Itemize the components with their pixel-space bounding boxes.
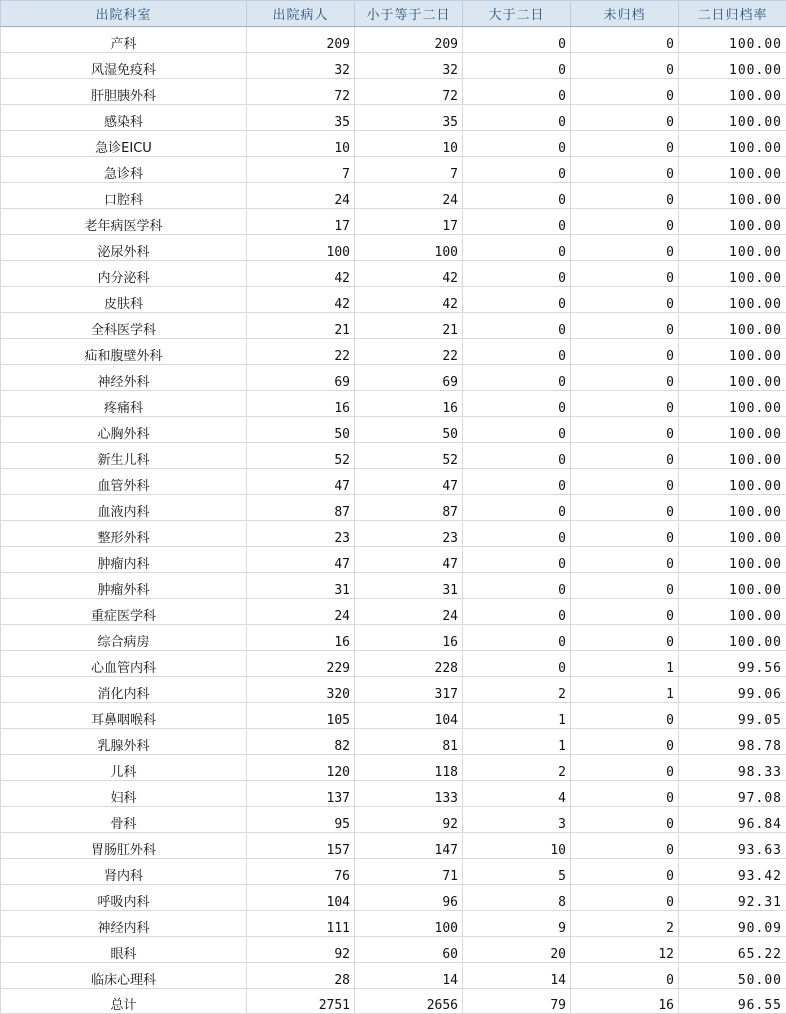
cell-over-two-days: 1: [463, 729, 571, 755]
cell-unarchived: 0: [571, 521, 679, 547]
cell-unarchived: 0: [571, 157, 679, 183]
cell-over-two-days: 5: [463, 859, 571, 885]
cell-over-two-days: 0: [463, 53, 571, 79]
cell-unarchived: 0: [571, 339, 679, 365]
cell-unarchived: 0: [571, 443, 679, 469]
cell-over-two-days: 0: [463, 443, 571, 469]
cell-discharged: 72: [247, 79, 355, 105]
header-department[interactable]: 出院科室: [1, 1, 247, 27]
cell-discharged: 120: [247, 755, 355, 781]
cell-within-two-days: 32: [355, 53, 463, 79]
table-row: [1, 79, 786, 105]
cell-within-two-days: 209: [355, 27, 463, 53]
cell-within-two-days: 35: [355, 105, 463, 131]
cell-unarchived: 0: [571, 131, 679, 157]
cell-discharged: 105: [247, 703, 355, 729]
cell-discharged: 47: [247, 469, 355, 495]
cell-within-two-days: 52: [355, 443, 463, 469]
cell-discharged: 87: [247, 495, 355, 521]
header-two-day-rate[interactable]: 二日归档率: [679, 1, 786, 27]
cell-department: 胃肠肛外科: [1, 833, 247, 859]
cell-unarchived: 0: [571, 807, 679, 833]
cell-discharged: 42: [247, 261, 355, 287]
cell-unarchived: 0: [571, 27, 679, 53]
cell-department: 神经内科: [1, 911, 247, 937]
cell-department: 血液内科: [1, 495, 247, 521]
table-row: [1, 495, 786, 521]
cell-over-two-days: 0: [463, 651, 571, 677]
cell-over-two-days: 0: [463, 105, 571, 131]
cell-discharged: 92: [247, 937, 355, 963]
cell-over-two-days: 0: [463, 599, 571, 625]
cell-unarchived: 0: [571, 729, 679, 755]
cell-unarchived: 0: [571, 287, 679, 313]
cell-two-day-rate: 100.00: [679, 105, 786, 131]
cell-unarchived: 0: [571, 547, 679, 573]
table-row: [1, 755, 786, 781]
cell-within-two-days: 72: [355, 79, 463, 105]
cell-within-two-days: 228: [355, 651, 463, 677]
cell-department: 耳鼻咽喉科: [1, 703, 247, 729]
table-row: [1, 833, 786, 859]
cell-over-two-days: 79: [463, 989, 571, 1014]
cell-within-two-days: 24: [355, 183, 463, 209]
cell-unarchived: 0: [571, 391, 679, 417]
cell-within-two-days: 16: [355, 391, 463, 417]
cell-within-two-days: 22: [355, 339, 463, 365]
cell-department: 神经外科: [1, 365, 247, 391]
cell-within-two-days: 7: [355, 157, 463, 183]
cell-department: 血管外科: [1, 469, 247, 495]
cell-discharged: 104: [247, 885, 355, 911]
table-row: [1, 807, 786, 833]
cell-discharged: 16: [247, 625, 355, 651]
cell-department: 疝和腹壁外科: [1, 339, 247, 365]
cell-department: 乳腺外科: [1, 729, 247, 755]
cell-two-day-rate: 92.31: [679, 885, 786, 911]
cell-unarchived: 0: [571, 53, 679, 79]
cell-over-two-days: 0: [463, 27, 571, 53]
cell-two-day-rate: 100.00: [679, 339, 786, 365]
cell-over-two-days: 0: [463, 235, 571, 261]
cell-department: 整形外科: [1, 521, 247, 547]
cell-unarchived: 0: [571, 313, 679, 339]
cell-two-day-rate: 100.00: [679, 521, 786, 547]
cell-department: 重症医学科: [1, 599, 247, 625]
table-row: [1, 469, 786, 495]
cell-unarchived: 0: [571, 261, 679, 287]
cell-department: 老年病医学科: [1, 209, 247, 235]
table-row: [1, 365, 786, 391]
cell-discharged: 2751: [247, 989, 355, 1014]
table-row: [1, 313, 786, 339]
cell-department: 全科医学科: [1, 313, 247, 339]
cell-department: 临床心理科: [1, 963, 247, 989]
table-row: [1, 53, 786, 79]
cell-two-day-rate: 100.00: [679, 183, 786, 209]
table-row: [1, 625, 786, 651]
cell-unarchived: 0: [571, 235, 679, 261]
cell-discharged: 52: [247, 443, 355, 469]
cell-within-two-days: 42: [355, 261, 463, 287]
cell-two-day-rate: 100.00: [679, 261, 786, 287]
table-row: [1, 391, 786, 417]
cell-two-day-rate: 99.05: [679, 703, 786, 729]
cell-department: 感染科: [1, 105, 247, 131]
cell-discharged: 137: [247, 781, 355, 807]
table-header: [1, 1, 786, 27]
table-row: [1, 729, 786, 755]
cell-within-two-days: 42: [355, 287, 463, 313]
cell-department: 儿科: [1, 755, 247, 781]
cell-department: 口腔科: [1, 183, 247, 209]
table-row: [1, 27, 786, 53]
header-within-two-days[interactable]: 小于等于二日: [355, 1, 463, 27]
cell-over-two-days: 2: [463, 755, 571, 781]
cell-within-two-days: 50: [355, 417, 463, 443]
cell-department: 心血管内科: [1, 651, 247, 677]
cell-within-two-days: 14: [355, 963, 463, 989]
cell-unarchived: 0: [571, 495, 679, 521]
cell-over-two-days: 0: [463, 547, 571, 573]
cell-over-two-days: 0: [463, 521, 571, 547]
cell-unarchived: 0: [571, 469, 679, 495]
cell-over-two-days: 0: [463, 365, 571, 391]
cell-within-two-days: 17: [355, 209, 463, 235]
cell-two-day-rate: 100.00: [679, 599, 786, 625]
cell-two-day-rate: 90.09: [679, 911, 786, 937]
cell-within-two-days: 47: [355, 469, 463, 495]
cell-discharged: 7: [247, 157, 355, 183]
cell-within-two-days: 47: [355, 547, 463, 573]
cell-two-day-rate: 100.00: [679, 79, 786, 105]
cell-over-two-days: 4: [463, 781, 571, 807]
cell-within-two-days: 100: [355, 235, 463, 261]
cell-over-two-days: 0: [463, 261, 571, 287]
cell-unarchived: 0: [571, 833, 679, 859]
table-row: [1, 651, 786, 677]
cell-within-two-days: 69: [355, 365, 463, 391]
table-row: [1, 703, 786, 729]
total-row: [1, 989, 786, 1014]
table-body: [1, 27, 786, 1014]
cell-department: 内分泌科: [1, 261, 247, 287]
table-row: [1, 677, 786, 703]
cell-discharged: 69: [247, 365, 355, 391]
cell-discharged: 76: [247, 859, 355, 885]
cell-two-day-rate: 100.00: [679, 235, 786, 261]
cell-department: 妇科: [1, 781, 247, 807]
table-row: [1, 417, 786, 443]
cell-two-day-rate: 96.84: [679, 807, 786, 833]
cell-department: 产科: [1, 27, 247, 53]
cell-over-two-days: 0: [463, 339, 571, 365]
header-unarchived[interactable]: 未归档: [571, 1, 679, 27]
cell-over-two-days: 0: [463, 495, 571, 521]
table-row: [1, 157, 786, 183]
cell-department: 骨科: [1, 807, 247, 833]
cell-two-day-rate: 100.00: [679, 573, 786, 599]
table-row: [1, 573, 786, 599]
cell-within-two-days: 92: [355, 807, 463, 833]
cell-unarchived: 16: [571, 989, 679, 1014]
cell-over-two-days: 2: [463, 677, 571, 703]
table-row: [1, 911, 786, 937]
table-row: [1, 261, 786, 287]
cell-two-day-rate: 100.00: [679, 495, 786, 521]
header-discharged[interactable]: 出院病人: [247, 1, 355, 27]
cell-department: 肿瘤外科: [1, 573, 247, 599]
cell-two-day-rate: 100.00: [679, 625, 786, 651]
cell-over-two-days: 14: [463, 963, 571, 989]
cell-two-day-rate: 93.42: [679, 859, 786, 885]
cell-two-day-rate: 100.00: [679, 209, 786, 235]
cell-within-two-days: 317: [355, 677, 463, 703]
cell-discharged: 24: [247, 599, 355, 625]
cell-discharged: 111: [247, 911, 355, 937]
cell-unarchived: 0: [571, 105, 679, 131]
cell-discharged: 47: [247, 547, 355, 573]
cell-unarchived: 2: [571, 911, 679, 937]
cell-over-two-days: 0: [463, 79, 571, 105]
cell-discharged: 10: [247, 131, 355, 157]
cell-discharged: 229: [247, 651, 355, 677]
cell-within-two-days: 71: [355, 859, 463, 885]
cell-discharged: 32: [247, 53, 355, 79]
cell-over-two-days: 0: [463, 417, 571, 443]
cell-within-two-days: 23: [355, 521, 463, 547]
cell-within-two-days: 96: [355, 885, 463, 911]
table-row: [1, 885, 786, 911]
cell-department: 呼吸内科: [1, 885, 247, 911]
cell-two-day-rate: 100.00: [679, 547, 786, 573]
table-row: [1, 599, 786, 625]
table-row: [1, 131, 786, 157]
cell-over-two-days: 8: [463, 885, 571, 911]
cell-discharged: 100: [247, 235, 355, 261]
cell-department: 急诊EICU: [1, 131, 247, 157]
cell-two-day-rate: 100.00: [679, 27, 786, 53]
table-row: [1, 105, 786, 131]
cell-two-day-rate: 99.06: [679, 677, 786, 703]
cell-discharged: 82: [247, 729, 355, 755]
cell-discharged: 24: [247, 183, 355, 209]
cell-over-two-days: 0: [463, 625, 571, 651]
cell-over-two-days: 9: [463, 911, 571, 937]
cell-department: 肝胆胰外科: [1, 79, 247, 105]
cell-department: 肿瘤内科: [1, 547, 247, 573]
header-over-two-days[interactable]: 大于二日: [463, 1, 571, 27]
cell-over-two-days: 0: [463, 391, 571, 417]
cell-discharged: 21: [247, 313, 355, 339]
cell-two-day-rate: 97.08: [679, 781, 786, 807]
header-row: [1, 1, 786, 27]
cell-over-two-days: 20: [463, 937, 571, 963]
cell-department: 总计: [1, 989, 247, 1014]
cell-unarchived: 0: [571, 209, 679, 235]
cell-two-day-rate: 93.63: [679, 833, 786, 859]
cell-unarchived: 0: [571, 365, 679, 391]
table-row: [1, 859, 786, 885]
cell-within-two-days: 87: [355, 495, 463, 521]
cell-two-day-rate: 65.22: [679, 937, 786, 963]
cell-within-two-days: 10: [355, 131, 463, 157]
cell-discharged: 157: [247, 833, 355, 859]
cell-over-two-days: 0: [463, 157, 571, 183]
cell-discharged: 16: [247, 391, 355, 417]
cell-department: 心胸外科: [1, 417, 247, 443]
cell-within-two-days: 147: [355, 833, 463, 859]
cell-over-two-days: 0: [463, 287, 571, 313]
cell-two-day-rate: 100.00: [679, 313, 786, 339]
cell-unarchived: 1: [571, 651, 679, 677]
cell-two-day-rate: 100.00: [679, 417, 786, 443]
cell-discharged: 35: [247, 105, 355, 131]
cell-within-two-days: 104: [355, 703, 463, 729]
cell-unarchived: 1: [571, 677, 679, 703]
table-row: [1, 963, 786, 989]
cell-over-two-days: 0: [463, 131, 571, 157]
cell-within-two-days: 133: [355, 781, 463, 807]
cell-unarchived: 0: [571, 781, 679, 807]
cell-two-day-rate: 100.00: [679, 391, 786, 417]
cell-two-day-rate: 100.00: [679, 469, 786, 495]
cell-within-two-days: 16: [355, 625, 463, 651]
table-row: [1, 443, 786, 469]
cell-unarchived: 0: [571, 885, 679, 911]
cell-department: 眼科: [1, 937, 247, 963]
cell-two-day-rate: 100.00: [679, 131, 786, 157]
cell-within-two-days: 31: [355, 573, 463, 599]
table-row: [1, 521, 786, 547]
table-row: [1, 209, 786, 235]
cell-two-day-rate: 50.00: [679, 963, 786, 989]
cell-over-two-days: 0: [463, 573, 571, 599]
cell-department: 风湿免疫科: [1, 53, 247, 79]
cell-over-two-days: 0: [463, 469, 571, 495]
cell-department: 皮肤科: [1, 287, 247, 313]
table-row: [1, 339, 786, 365]
table-row: [1, 235, 786, 261]
table-row: [1, 547, 786, 573]
cell-unarchived: 0: [571, 599, 679, 625]
cell-discharged: 31: [247, 573, 355, 599]
cell-discharged: 320: [247, 677, 355, 703]
cell-unarchived: 0: [571, 417, 679, 443]
cell-discharged: 23: [247, 521, 355, 547]
cell-department: 疼痛科: [1, 391, 247, 417]
cell-two-day-rate: 100.00: [679, 53, 786, 79]
cell-two-day-rate: 100.00: [679, 443, 786, 469]
cell-unarchived: 0: [571, 183, 679, 209]
cell-two-day-rate: 98.33: [679, 755, 786, 781]
cell-two-day-rate: 100.00: [679, 157, 786, 183]
cell-department: 泌尿外科: [1, 235, 247, 261]
cell-within-two-days: 60: [355, 937, 463, 963]
table-row: [1, 183, 786, 209]
cell-within-two-days: 21: [355, 313, 463, 339]
cell-discharged: 95: [247, 807, 355, 833]
cell-two-day-rate: 98.78: [679, 729, 786, 755]
cell-department: 消化内科: [1, 677, 247, 703]
cell-within-two-days: 100: [355, 911, 463, 937]
cell-discharged: 17: [247, 209, 355, 235]
cell-two-day-rate: 100.00: [679, 365, 786, 391]
cell-discharged: 28: [247, 963, 355, 989]
cell-two-day-rate: 100.00: [679, 287, 786, 313]
cell-department: 急诊科: [1, 157, 247, 183]
cell-discharged: 22: [247, 339, 355, 365]
cell-department: 综合病房: [1, 625, 247, 651]
cell-department: 新生儿科: [1, 443, 247, 469]
cell-unarchived: 0: [571, 963, 679, 989]
table-row: [1, 937, 786, 963]
cell-over-two-days: 1: [463, 703, 571, 729]
cell-within-two-days: 81: [355, 729, 463, 755]
cell-over-two-days: 0: [463, 209, 571, 235]
cell-unarchived: 0: [571, 755, 679, 781]
table-row: [1, 781, 786, 807]
cell-discharged: 209: [247, 27, 355, 53]
cell-unarchived: 12: [571, 937, 679, 963]
cell-unarchived: 0: [571, 859, 679, 885]
cell-unarchived: 0: [571, 79, 679, 105]
cell-two-day-rate: 96.55: [679, 989, 786, 1014]
cell-over-two-days: 0: [463, 313, 571, 339]
cell-two-day-rate: 99.56: [679, 651, 786, 677]
cell-discharged: 50: [247, 417, 355, 443]
cell-over-two-days: 3: [463, 807, 571, 833]
cell-department: 肾内科: [1, 859, 247, 885]
cell-over-two-days: 10: [463, 833, 571, 859]
cell-within-two-days: 118: [355, 755, 463, 781]
cell-over-two-days: 0: [463, 183, 571, 209]
cell-within-two-days: 24: [355, 599, 463, 625]
table-row: [1, 287, 786, 313]
cell-within-two-days: 2656: [355, 989, 463, 1014]
cell-unarchived: 0: [571, 625, 679, 651]
cell-unarchived: 0: [571, 573, 679, 599]
cell-unarchived: 0: [571, 703, 679, 729]
cell-discharged: 42: [247, 287, 355, 313]
